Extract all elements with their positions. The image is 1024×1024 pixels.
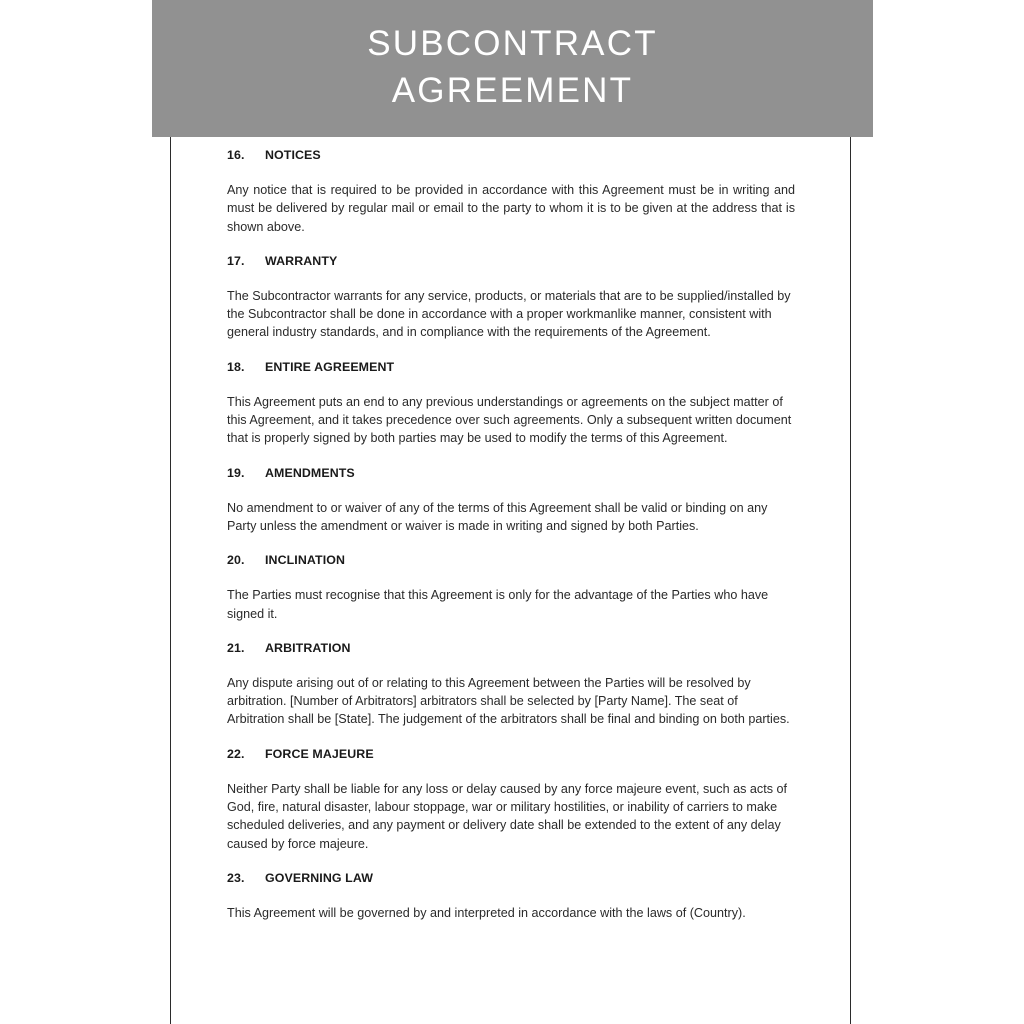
clause-heading bbox=[227, 552, 795, 568]
clause-number: 20. bbox=[227, 553, 245, 568]
clause-title: AMENDMENTS bbox=[265, 465, 355, 480]
clause-heading bbox=[227, 147, 795, 163]
clause-body: Any dispute arising out of or relating to this Agreement between the Parties will be resolved by arbitration. [Number of Arbitrators] arbitrators shall be selected by [Party Name]. The seat of Arbitration shall be [State]. The judgement of the arbitrators shall be final and binding on both parties. bbox=[227, 675, 790, 727]
clause-body: Any notice that is required to be provided in accordance with this Agreement must be in writing and must be delivered by regular mail or email to the party to whom it is to be given at the address that is shown above. bbox=[227, 183, 795, 234]
clause-body: The Subcontractor warrants for any service, products, or materials that are to be supplied/installed by the Subcontractor shall be done in accordance with a proper workmanlike manner, consistent with general industry standards, and in compliance with the requirements of the Agreement. bbox=[227, 288, 791, 340]
clause-number: 23. bbox=[227, 870, 245, 885]
document-title-banner bbox=[152, 0, 873, 137]
clause-number: 17. bbox=[227, 253, 245, 268]
clause-title: ARBITRATION bbox=[265, 640, 351, 655]
clause-number: 22. bbox=[227, 746, 245, 761]
clause-title: INCLINATION bbox=[265, 553, 346, 568]
clause-heading bbox=[227, 253, 795, 269]
clause-body: Neither Party shall be liable for any loss or delay caused by any force majeure event, such as acts of God, fire, natural disaster, labour stoppage, war or military hostilities, or inability of carriers to make scheduled deliveries, and any payment or delivery date shall be extended to the extent of any delay caused by force majeure. bbox=[227, 781, 788, 851]
clause-section bbox=[227, 746, 795, 853]
clause-heading bbox=[227, 465, 795, 481]
clause-section bbox=[227, 465, 795, 536]
clause-title: GOVERNING LAW bbox=[265, 870, 373, 885]
clause-body: No amendment to or waiver of any of the terms of this Agreement shall be valid or binding on any Party unless the amendment or waiver is made in writing and signed by both Parties. bbox=[227, 500, 768, 533]
clause-body: This Agreement puts an end to any previous understandings or agreements on the subject matter of this Agreement, and it takes precedence over such agreements. Only a subsequent written document that is properly signed by both parties may be used to modify the terms of this Agreement. bbox=[227, 394, 792, 446]
clause-heading bbox=[227, 870, 795, 886]
clause-section bbox=[227, 552, 795, 623]
clause-title: NOTICES bbox=[265, 148, 321, 162]
clause-heading bbox=[227, 640, 795, 656]
clause-title: FORCE MAJEURE bbox=[265, 746, 374, 761]
clause-title: WARRANTY bbox=[265, 253, 338, 268]
clause-body: The Parties must recognise that this Agreement is only for the advantage of the Parties who have signed it. bbox=[227, 588, 769, 621]
clause-section bbox=[227, 253, 795, 342]
document-body bbox=[227, 147, 795, 922]
clause-section bbox=[227, 147, 795, 236]
clause-number: 18. bbox=[227, 359, 245, 374]
document-title-line-1: SUBCONTRACT bbox=[367, 23, 658, 63]
clause-title: ENTIRE AGREEMENT bbox=[265, 359, 395, 374]
clause-section bbox=[227, 870, 795, 922]
clause-number: 21. bbox=[227, 640, 245, 655]
document-title-line-2: AGREEMENT bbox=[391, 70, 634, 110]
clause-heading bbox=[227, 359, 795, 375]
clause-section bbox=[227, 359, 795, 448]
clause-body: This Agreement will be governed by and interpreted in accordance with the laws of (Country). bbox=[227, 905, 746, 920]
clause-section bbox=[227, 640, 795, 729]
clause-number: 19. bbox=[227, 465, 245, 480]
document-page bbox=[170, 136, 851, 1024]
clause-heading bbox=[227, 746, 795, 762]
clause-number: 16. bbox=[227, 148, 245, 162]
